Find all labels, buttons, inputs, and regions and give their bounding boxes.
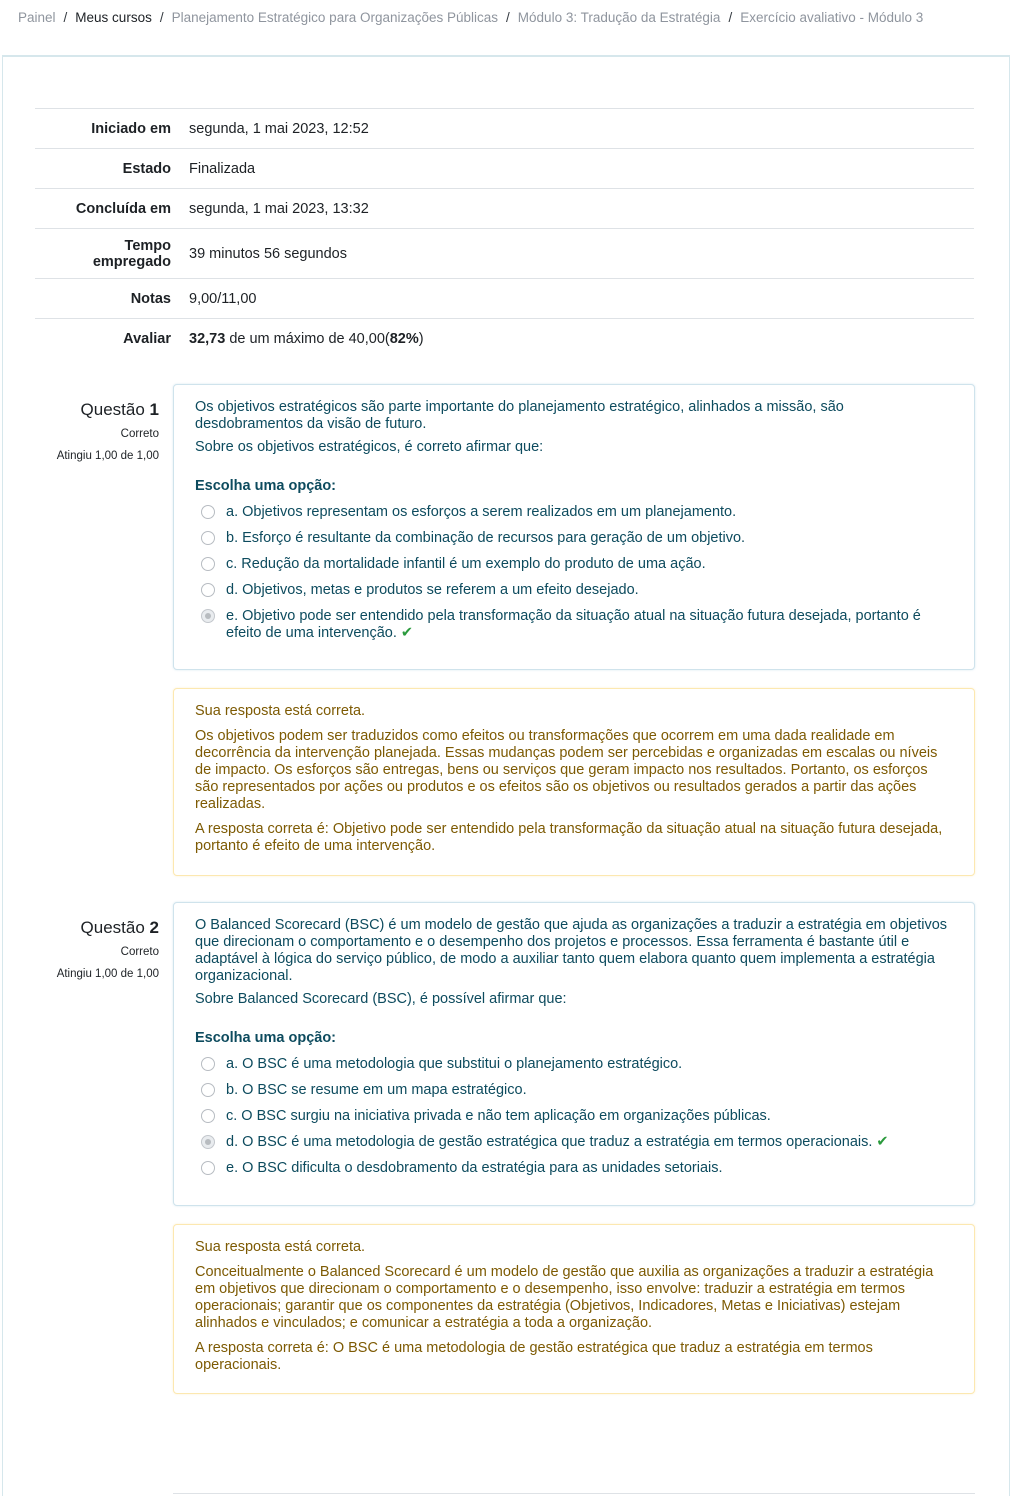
breadcrumb-painel[interactable]: Painel bbox=[18, 10, 56, 25]
grade-text: de um máximo de 40,00( bbox=[225, 331, 390, 347]
option-text: e. Objetivo pode ser entendido pela transformação da situação atual na situação futura desejada, portanto é efeito de uma intervenção. bbox=[226, 608, 921, 641]
option-label: b. Esforço é resultante da combinação de recursos para geração de um objetivo. bbox=[226, 530, 746, 546]
radio-button[interactable] bbox=[201, 1109, 215, 1123]
answer-option[interactable] bbox=[195, 1082, 954, 1099]
answer-option[interactable] bbox=[195, 582, 954, 599]
question-paragraph: Os objetivos estratégicos são parte importante do planejamento estratégico, alinhados a missão, são desdobramentos da visão de futuro. bbox=[195, 399, 844, 432]
question-text bbox=[195, 917, 954, 1008]
answer-option[interactable] bbox=[195, 1160, 954, 1177]
question-number bbox=[35, 918, 159, 938]
answer-option[interactable] bbox=[195, 504, 954, 521]
grade-percent: 82% bbox=[389, 331, 419, 347]
radio-button[interactable] bbox=[201, 583, 215, 597]
feedback-answer: A resposta correta é: Objetivo pode ser entendido pela transformação da situação atual na situação futura desejada, portanto é efeito de uma intervenção. bbox=[195, 821, 943, 854]
quiz-summary-table bbox=[35, 108, 974, 359]
grade-score: 32,73 bbox=[189, 331, 226, 347]
option-label: d. Objetivos, metas e produtos se referem a um efeito desejado. bbox=[226, 582, 639, 598]
summary-label: Concluída em bbox=[75, 200, 171, 217]
answer-option-selected[interactable] bbox=[195, 1134, 954, 1151]
summary-row-state bbox=[35, 149, 974, 189]
summary-row-started bbox=[35, 109, 974, 149]
question-index: 2 bbox=[149, 918, 159, 937]
question-text bbox=[195, 399, 954, 456]
question-state: Correto bbox=[120, 428, 159, 440]
summary-value: Finalizada bbox=[189, 160, 256, 177]
summary-value: segunda, 1 mai 2023, 12:52 bbox=[189, 120, 369, 137]
feedback-status: Sua resposta está correta. bbox=[195, 703, 366, 719]
radio-button[interactable] bbox=[201, 1161, 215, 1175]
answer-option[interactable] bbox=[195, 1108, 954, 1125]
question-info bbox=[35, 400, 159, 462]
radio-button-checked[interactable] bbox=[201, 1135, 215, 1149]
question-paragraph: O Balanced Scorecard (BSC) é um modelo de gestão que ajuda as organizações a traduzir a estratégia em objetivos que direcionam o comportamento e o desempenho dos projetos e processos. Essa ferramenta é bastante útil e adaptável à lógica do serviço público, de modo a auxiliar tanto quem elabora quanto quem implementa a estratégia organizacional. bbox=[195, 917, 948, 984]
option-label: a. O BSC é uma metodologia que substitui o planejamento estratégico. bbox=[226, 1056, 683, 1072]
radio-button[interactable] bbox=[201, 1057, 215, 1071]
option-label: c. O BSC surgiu na iniciativa privada e não tem aplicação em organizações públicas. bbox=[226, 1108, 771, 1124]
question-content bbox=[173, 902, 975, 1206]
radio-button[interactable] bbox=[201, 505, 215, 519]
feedback-answer: A resposta correta é: O BSC é uma metodologia de gestão estratégica que traduz a estratégia em termos operacionais. bbox=[195, 1340, 873, 1373]
breadcrumb-meus-cursos[interactable]: Meus cursos bbox=[75, 10, 152, 25]
summary-value: 39 minutos 56 segundos bbox=[189, 245, 347, 262]
divider bbox=[173, 1493, 975, 1494]
summary-value: 9,00/11,00 bbox=[189, 290, 257, 307]
option-label: e. O BSC dificulta o desdobramento da estratégia para as unidades setoriais. bbox=[226, 1160, 723, 1176]
check-icon: ✔ bbox=[400, 625, 414, 641]
summary-label-line: Tempo bbox=[124, 237, 171, 254]
breadcrumb-separator: / bbox=[63, 10, 68, 25]
question-word: Questão bbox=[80, 400, 145, 419]
summary-row-completed bbox=[35, 189, 974, 229]
question-info bbox=[35, 918, 159, 980]
feedback-box bbox=[173, 1224, 975, 1394]
feedback-text: Conceitualmente o Balanced Scorecard é um modelo de gestão que auxilia as organizações a traduzir a estratégia em objetivos que direcionam o comportamento e o desempenho, isso envolve: traduzir a estratégia em termos operacionais; garantir que os componentes da estratégia (Objetivos, Indicadores, Metas e Iniciativas) estejam alinhados e vinculados; e comunicar a estratégia a toda a organização. bbox=[195, 1264, 934, 1331]
radio-button[interactable] bbox=[201, 531, 215, 545]
summary-value: segunda, 1 mai 2023, 13:32 bbox=[189, 200, 369, 217]
question-grade: Atingiu 1,00 de 1,00 bbox=[56, 450, 159, 462]
breadcrumb-separator: / bbox=[506, 10, 510, 25]
answer-prompt: Escolha uma opção: bbox=[195, 478, 337, 494]
option-label bbox=[226, 608, 954, 642]
summary-label: Avaliar bbox=[123, 331, 171, 347]
breadcrumb-separator: / bbox=[728, 10, 733, 25]
summary-label: Estado bbox=[122, 160, 171, 177]
question-paragraph: Sobre Balanced Scorecard (BSC), é possível afirmar que: bbox=[195, 991, 567, 1007]
question-word: Questão bbox=[80, 918, 145, 937]
radio-button[interactable] bbox=[201, 1083, 215, 1097]
question-content bbox=[173, 384, 975, 670]
feedback-text: Os objetivos podem ser traduzidos como efeitos ou transformações que ocorrem em uma dada realidade em decorrência da intervenção planejada. Essas mudanças podem ser percebidas e organizadas em escalas ou níveis de impacto. Os esforços são entregas, bens ou serviços que geram impacto nos resultados. Portanto, os esforços são representados por ações ou produtos e os efeitos são os objetivos ou resultados gerados a partir das ações realizadas. bbox=[195, 728, 938, 812]
summary-label-line: empregado bbox=[92, 253, 171, 270]
breadcrumb-module[interactable]: Módulo 3: Tradução da Estratégia bbox=[517, 10, 721, 25]
grade-text-end: ) bbox=[418, 331, 424, 347]
answer-option[interactable] bbox=[195, 530, 954, 547]
option-label: a. Objetivos representam os esforços a serem realizados em um planejamento. bbox=[226, 504, 737, 520]
option-label: b. O BSC se resume em um mapa estratégico. bbox=[226, 1082, 527, 1098]
answer-option[interactable] bbox=[195, 1056, 954, 1073]
breadcrumb-quiz[interactable]: Exercício avaliativo - Módulo 3 bbox=[740, 10, 924, 25]
radio-button-checked[interactable] bbox=[201, 609, 215, 623]
question-paragraph: Sobre os objetivos estratégicos, é correto afirmar que: bbox=[195, 439, 544, 455]
summary-row-marks bbox=[35, 279, 974, 319]
breadcrumb-course[interactable]: Planejamento Estratégico para Organizações Públicas bbox=[171, 10, 499, 25]
summary-label bbox=[35, 238, 172, 270]
question-index: 1 bbox=[149, 400, 159, 419]
radio-button[interactable] bbox=[201, 557, 215, 571]
option-label: c. Redução da mortalidade infantil é um exemplo do produto de uma ação. bbox=[226, 556, 706, 572]
option-label bbox=[226, 1134, 889, 1151]
answer-option[interactable] bbox=[195, 556, 954, 573]
option-text: d. O BSC é uma metodologia de gestão estratégica que traduz a estratégia em termos operacionais. bbox=[226, 1134, 873, 1150]
breadcrumb bbox=[18, 10, 923, 25]
answer-prompt: Escolha uma opção: bbox=[195, 1030, 337, 1046]
check-icon: ✔ bbox=[876, 1134, 889, 1150]
question-state: Correto bbox=[120, 946, 159, 958]
feedback-box bbox=[173, 688, 975, 876]
summary-row-time bbox=[35, 229, 974, 279]
answer-option-selected[interactable] bbox=[195, 608, 954, 642]
summary-label: Iniciado em bbox=[91, 120, 171, 137]
summary-row-grade bbox=[35, 319, 974, 359]
question-grade: Atingiu 1,00 de 1,00 bbox=[56, 968, 159, 980]
summary-value bbox=[172, 331, 424, 347]
question-number bbox=[35, 400, 159, 420]
summary-label: Notas bbox=[130, 290, 171, 307]
breadcrumb-separator: / bbox=[159, 10, 164, 25]
feedback-status: Sua resposta está correta. bbox=[195, 1239, 366, 1255]
